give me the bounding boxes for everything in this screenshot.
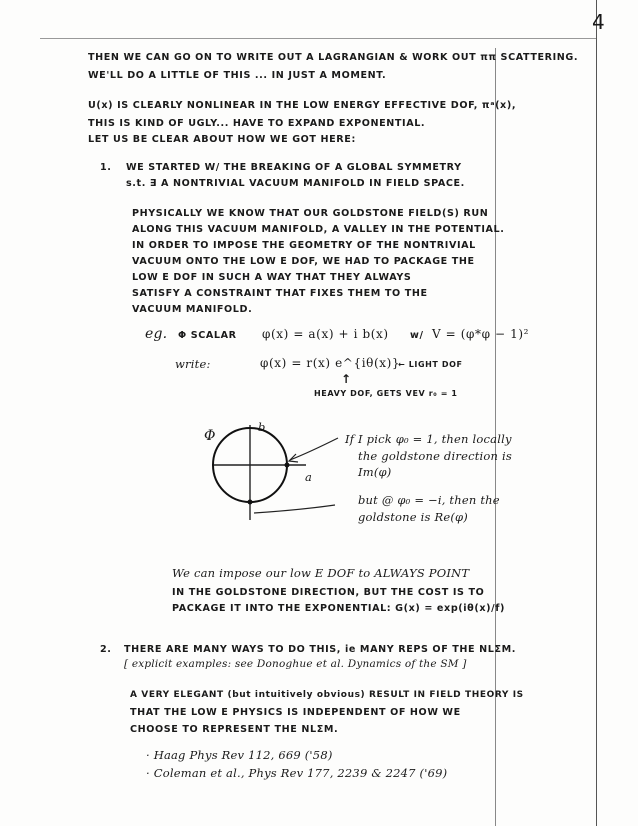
note2-line-2: goldstone is Re(φ) [358,510,468,524]
note1-line-3: Im(φ) [358,465,392,479]
reference-1: · Haag Phys Rev 112, 669 ('58) [146,748,333,762]
polar-form: φ(x) = r(x) e^{iθ(x)} [260,356,401,370]
elegant-line-3: CHOOSE TO REPRESENT THE NLΣM. [130,724,339,735]
note2-line-1: but @ φ₀ = −i, then the [358,493,500,507]
intro-line-2: WE'LL DO A LITTLE OF THIS ... IN JUST A MOMENT. [88,70,387,81]
reference-2: · Coleman et al., Phys Rev 177, 2239 & 2247 ('69) [146,766,448,780]
elegant-line-1: A VERY ELEGANT (but intuitively obvious) RESULT IN FIELD THEORY IS [130,690,524,700]
physically-line-6: SATISFY A CONSTRAINT THAT FIXES THEM TO THE [132,288,428,299]
top-rule [40,38,596,39]
example-with: w/ [410,330,424,341]
heavy-arrow: ↑ [341,372,352,386]
item2-number: 2. [100,644,112,655]
right-margin-rule [596,0,597,826]
physically-line-1: PHYSICALLY WE KNOW THAT OUR GOLDSTONE FIELD(S) RUN [132,208,489,219]
item1-line-2: s.t. ∃ A NONTRIVIAL VACUUM MANIFOLD IN FIELD SPACE. [126,178,465,189]
physically-line-4: VACUUM ONTO THE LOW E DOF, WE HAD TO PACKAGE THE [132,256,475,267]
example-label: eg. [145,326,168,342]
example-potential: V = (φ*φ − 1)² [432,327,530,341]
diagram-phi-label: Φ [204,428,216,444]
example-scalar: Φ SCALAR [178,330,237,341]
example-field: φ(x) = a(x) + i b(x) [262,327,389,341]
physically-line-5: LOW E DOF IN SUCH A WAY THAT THEY ALWAYS [132,272,412,283]
diagram-axis-b: b [258,420,266,434]
impose-line-2: IN THE GOLDSTONE DIRECTION, BUT THE COST IS TO [172,587,485,598]
nonlinear-line-3: LET US BE CLEAR ABOUT HOW WE GOT HERE: [88,134,356,145]
physically-line-3: IN ORDER TO IMPOSE THE GEOMETRY OF THE NONTRIVIAL [132,240,476,251]
light-dof-note: ← LIGHT DOF [398,360,463,369]
arrow-to-bottom-point [254,505,335,513]
elegant-line-2: THAT THE LOW E PHYSICS IS INDEPENDENT OF HOW WE [130,707,461,718]
arrow-to-right-point [290,438,338,460]
vev-point-bottom [248,500,253,505]
item1-line-1: WE STARTED W/ THE BREAKING OF A GLOBAL SYMMETRY [126,162,462,173]
diagram-axis-a: a [305,470,313,484]
nonlinear-line-2: THIS IS KIND OF UGLY... HAVE TO EXPAND EXPONENTIAL. [88,118,426,129]
item2-line-1: THERE ARE MANY WAYS TO DO THIS, ie MANY REPS OF THE NLΣM. [124,644,517,655]
heavy-dof-note: HEAVY DOF, GETS VEV r₀ = 1 [314,389,458,398]
page-number: 4 [592,10,605,34]
item2-line-2: [ explicit examples: see Donoghue et al. Dynamics of the SM ] [124,658,467,670]
note1-line-1: If I pick φ₀ = 1, then locally [345,432,512,446]
physically-line-2: ALONG THIS VACUUM MANIFOLD, A VALLEY IN THE POTENTIAL. [132,224,505,235]
arrow-to-right-head [289,454,298,462]
intro-line-1: THEN WE CAN GO ON TO WRITE OUT A LAGRANGIAN & WORK OUT ππ SCATTERING. [88,52,579,63]
vacuum-manifold-circle [213,428,287,502]
physically-line-7: VACUUM MANIFOLD. [132,304,253,315]
note1-line-2: the goldstone direction is [358,449,512,463]
vev-point-right [285,463,290,468]
impose-line-1: We can impose our low E DOF to ALWAYS POINT [172,566,470,580]
write-label: write: [175,357,211,371]
item1-number: 1. [100,162,112,173]
impose-line-3: PACKAGE IT INTO THE EXPONENTIAL: G(x) = exp(iθ(x)/f) [172,603,505,614]
nonlinear-line-1: U(x) IS CLEARLY NONLINEAR IN THE LOW ENERGY EFFECTIVE DOF, πᵃ(x), [88,100,517,111]
